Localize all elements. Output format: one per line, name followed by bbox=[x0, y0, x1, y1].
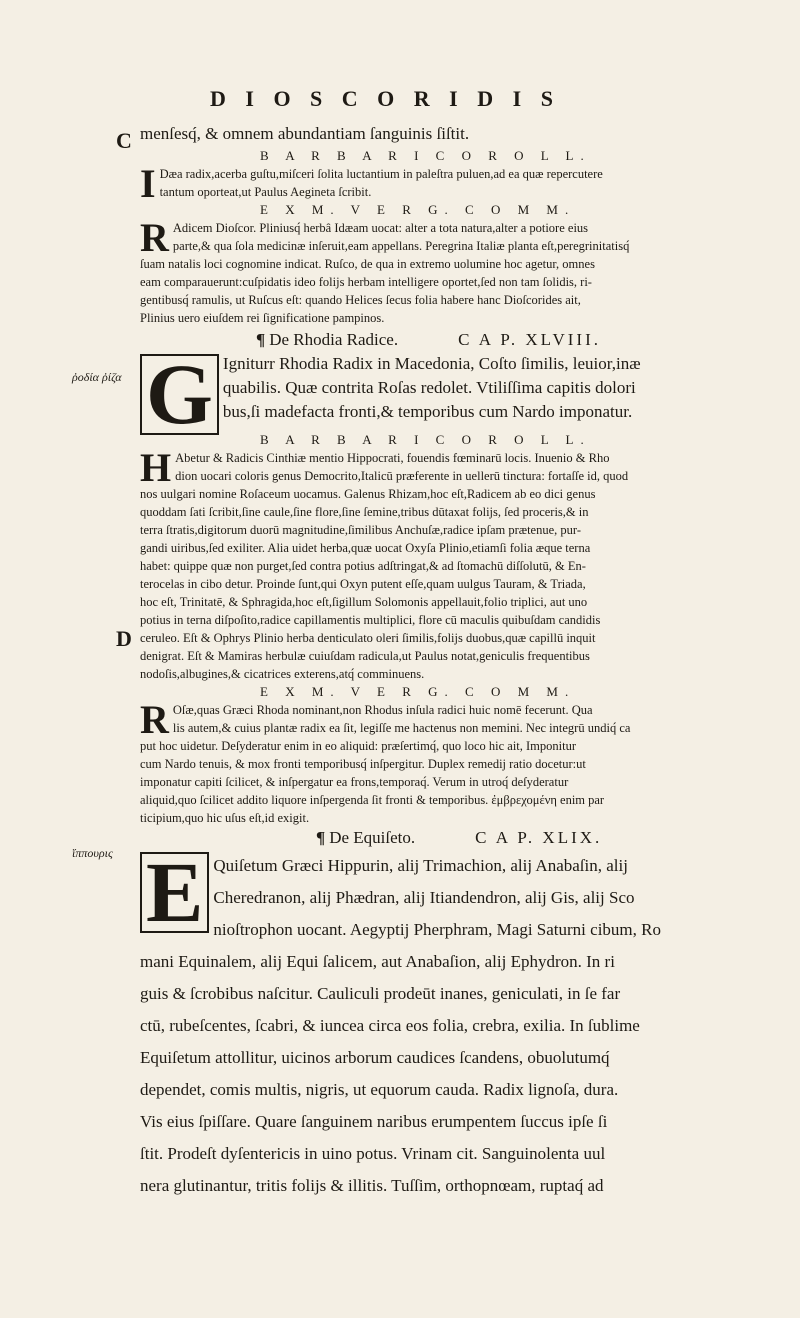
text-line: tantum oporteat,ut Paulus Aegineta ſcribit. bbox=[159, 185, 372, 199]
text-line: potius in terna diſpoſito,radice capillamentis multiplici, flore cū maculis quibuſdam candidis bbox=[140, 613, 601, 627]
text-line: terocelas in cibo detur. Proinde ſunt,qui Oxyn putent eſſe,quam uulgus Tauram, & Triada, bbox=[140, 577, 586, 591]
chapter-title: De Rhodia Radice. bbox=[269, 330, 399, 349]
pilcrow-icon: ¶ bbox=[316, 828, 326, 847]
text-line: ſuam natalis loci cognomine indicat. Ruſco, de qua in extremo uolumine hoc agetur, omnes bbox=[140, 257, 595, 271]
text-line: imponatur capiti ſcilicet, & inſpergatur ea frons,temporaq́. Verum in utroq́ deſyderatur bbox=[140, 775, 569, 789]
text-line: quoddam ſati ſcribit,ſine caule,ſine flore,ſine ſemine,tribus dūtaxat folijs, ſed proceris,& in bbox=[140, 505, 589, 519]
text-line: hoc eſt, Trinitatē, & Sphragida,hoc eſt,ſigillum Solomonis appellauit,folio triplici, aut uno bbox=[140, 595, 588, 609]
text-line: Adicem Dioſcor. Pliniusq́ herbâ Idæam uocat: alter a tota natura,alter a potiore eius bbox=[172, 221, 589, 235]
chapter-title: De Equiſeto. bbox=[329, 828, 416, 847]
chapter-number: C A P. XLVIII. bbox=[458, 330, 601, 349]
text-line: lis autem,& cuius plantæ radix ea ſit, legiſſe me hactenus non memini. Nec integrū undiq́ ca bbox=[172, 721, 631, 735]
pilcrow-icon: ¶ bbox=[256, 330, 266, 349]
initial-letter: R bbox=[140, 215, 169, 260]
text-line: aliquid,quo ſcilicet addito liquore inſpergenda ſit fronti & temporibus. ἐμβρεχομένη enim par bbox=[140, 793, 605, 807]
text-line: gentibusq́ ramulis, ut Ruſcus eſt: quando Helices ſecus folia habere hanc Dioſcorides ait, bbox=[140, 293, 581, 307]
text-line: guis & ſcrobibus naſcitur. Cauliculi prodeūt inanes, geniculati, in ſe far bbox=[140, 984, 621, 1003]
text-line: dion uocari coloris genus Democrito,Italicū præferente in uellerū tinctura: fortaſſe id, quod bbox=[175, 469, 629, 483]
continuation-block bbox=[140, 122, 790, 146]
text-line: nos uulgari nomine Roſaceum uocamus. Galenus Rhizam,hoc eſt,Radicem ab eo dici genus bbox=[140, 487, 596, 501]
chapter-title-line bbox=[140, 328, 790, 352]
text-line: quabilis. Quæ contrita Roſas redolet. Vtiliſſima capitis dolori bbox=[222, 378, 636, 397]
margin-note-hippuris: ἵππουρις bbox=[72, 846, 113, 860]
running-header: D I O S C O R I D I S bbox=[210, 86, 557, 111]
text-line: terra ſtratis,digitorum duorū magnitudine,ſimilibus Anchuſæ,radice ipſam prætenue, pur- bbox=[140, 523, 581, 537]
commentary-vergilius-2 bbox=[140, 682, 790, 827]
text-line: Vis eius ſpiſſare. Quare ſanguinem naribus erumpentem ſuccus ipſe ſi bbox=[140, 1112, 608, 1131]
commentary-barbari-1 bbox=[140, 146, 790, 206]
text-line: cum Nardo tenuis, & mox fronti temporibusq́ inſpergitur. Duplex remedij ratio docetur:ut bbox=[140, 757, 586, 771]
chapter-number: C A P. XLIX. bbox=[475, 828, 603, 847]
margin-letter-c: C bbox=[116, 128, 132, 153]
text-line: put hoc uidetur. Deſyderatur enim in eo aliquid: præſertimq́, quo loco hic ait, Imponitur bbox=[140, 739, 577, 753]
margin-letter-d: D bbox=[116, 626, 132, 651]
commentary-vergilius-1 bbox=[140, 200, 790, 327]
text-line: nioſtrophon uocant. Aegyptij Pherphram, Magi Saturni cibum, Ro bbox=[213, 920, 661, 939]
initial-letter: I bbox=[140, 161, 156, 206]
text-line: Cheredranon, alij Phædran, alij Itiandendron, alij Gis, alij Sco bbox=[213, 888, 635, 907]
text-line: nodoſis,albugines,& cicatrices exterens,atq́ comminuens. bbox=[140, 667, 425, 681]
text-line: ſtit. Prodeſt dyſentericis in uino potus. Vrinam cit. Sanguinolenta uul bbox=[140, 1144, 606, 1163]
text-line: Quiſetum Græci Hippurin, alij Trimachion, alij Anabaſin, alij bbox=[213, 856, 628, 875]
text-line: ticipium,quo hic uſus eſt,id exigit. bbox=[140, 811, 310, 825]
text-line: ctū, rubeſcentes, ſcabri, & iuncea circa eos folia, crebra, exilia. In ſublime bbox=[140, 1016, 640, 1035]
text-line: Plinius uero eiuſdem rei ſignificatione pampinos. bbox=[140, 311, 385, 325]
commentary-heading: B A R B A R I C O R O L L. bbox=[260, 432, 591, 447]
text-line: eam comparauerunt:cuſpidatis ideo folijs herbam intelligere oportet,ſed non tam ſolidis, ri- bbox=[140, 275, 592, 289]
text-line: dependet, comis multis, nigris, ut equorum cauda. Radix lignoſa, dura. bbox=[140, 1080, 619, 1099]
text-line: gandi uiribus,ſed exiliter. Alia uidet herba,quæ uocat Oxyſa Plinio,etiamſi folia æque terna bbox=[140, 541, 591, 555]
commentary-heading: E X M. V E R G. C O M M. bbox=[260, 202, 576, 217]
text-line: Igniturr Rhodia Radix in Macedonia, Coſto ſimilis, leuior,inæ bbox=[222, 354, 641, 373]
text-line: Dæa radix,acerba guſtu,miſceri ſolita luctantium in paleſtra puluen,ad ea quæ repercutere bbox=[159, 167, 603, 181]
text-line: Equiſetum attollitur, uicinos arborum caudices ſcandens, obuolutumq́ bbox=[140, 1048, 610, 1067]
text-line: Oſæ,quas Græci Rhoda nominant,non Rhodus inſula radici huic nomē fecerunt. Qua bbox=[172, 703, 593, 717]
text-line: bus,ſi madefacta fronti,& temporibus cum Nardo imponatur. bbox=[222, 402, 633, 421]
chapter-49 bbox=[140, 826, 790, 1202]
initial-letter: E bbox=[140, 852, 209, 933]
initial-letter: G bbox=[140, 354, 219, 435]
text-line: denigrat. Eſt & Mamiras herbulæ cuiuſdam radicula,ut Paulus notat,geniculis frequentibus bbox=[140, 649, 590, 663]
chapter-title-line bbox=[140, 826, 790, 850]
text-line: habet: quippe quæ non purget,ſed contra potius adſtringat,& ad ſtomachū diſſolutū, & En- bbox=[140, 559, 586, 573]
margin-note-rhodia: ῥοδία ῥίζα bbox=[72, 370, 122, 384]
initial-letter: H bbox=[140, 445, 172, 490]
commentary-barbari-2 bbox=[140, 430, 790, 683]
commentary-heading: B A R B A R I C O R O L L. bbox=[260, 148, 591, 163]
text-line: menſesq́, & omnem abundantiam ſanguinis ſiſtit. bbox=[140, 124, 470, 143]
text-line: nera glutinantur, tritis folijs & illitis. Tuſſim, orthopnœam, ruptaq́ ad bbox=[140, 1176, 604, 1195]
text-line: mani Equinalem, alij Equi ſalicem, aut Anabaſion, alij Ephydron. In ri bbox=[140, 952, 615, 971]
text-line: parte,& qua ſola medicinæ inſeruit,eam appellans. Peregrina Italiæ planta eſt,peregrinitatisq́ bbox=[172, 239, 630, 253]
text-line: Abetur & Radicis Cinthiæ mentio Hippocrati, fouendis fœminarū locis. Inuenio & Rho bbox=[175, 451, 610, 465]
commentary-heading: E X M. V E R G. C O M M. bbox=[260, 684, 576, 699]
initial-letter: R bbox=[140, 697, 169, 742]
text-line: ceruleo. Eſt & Ophrys Plinio herba denticulato oleri ſimilis,folijs duobus,quæ capillū inquit bbox=[140, 631, 596, 645]
